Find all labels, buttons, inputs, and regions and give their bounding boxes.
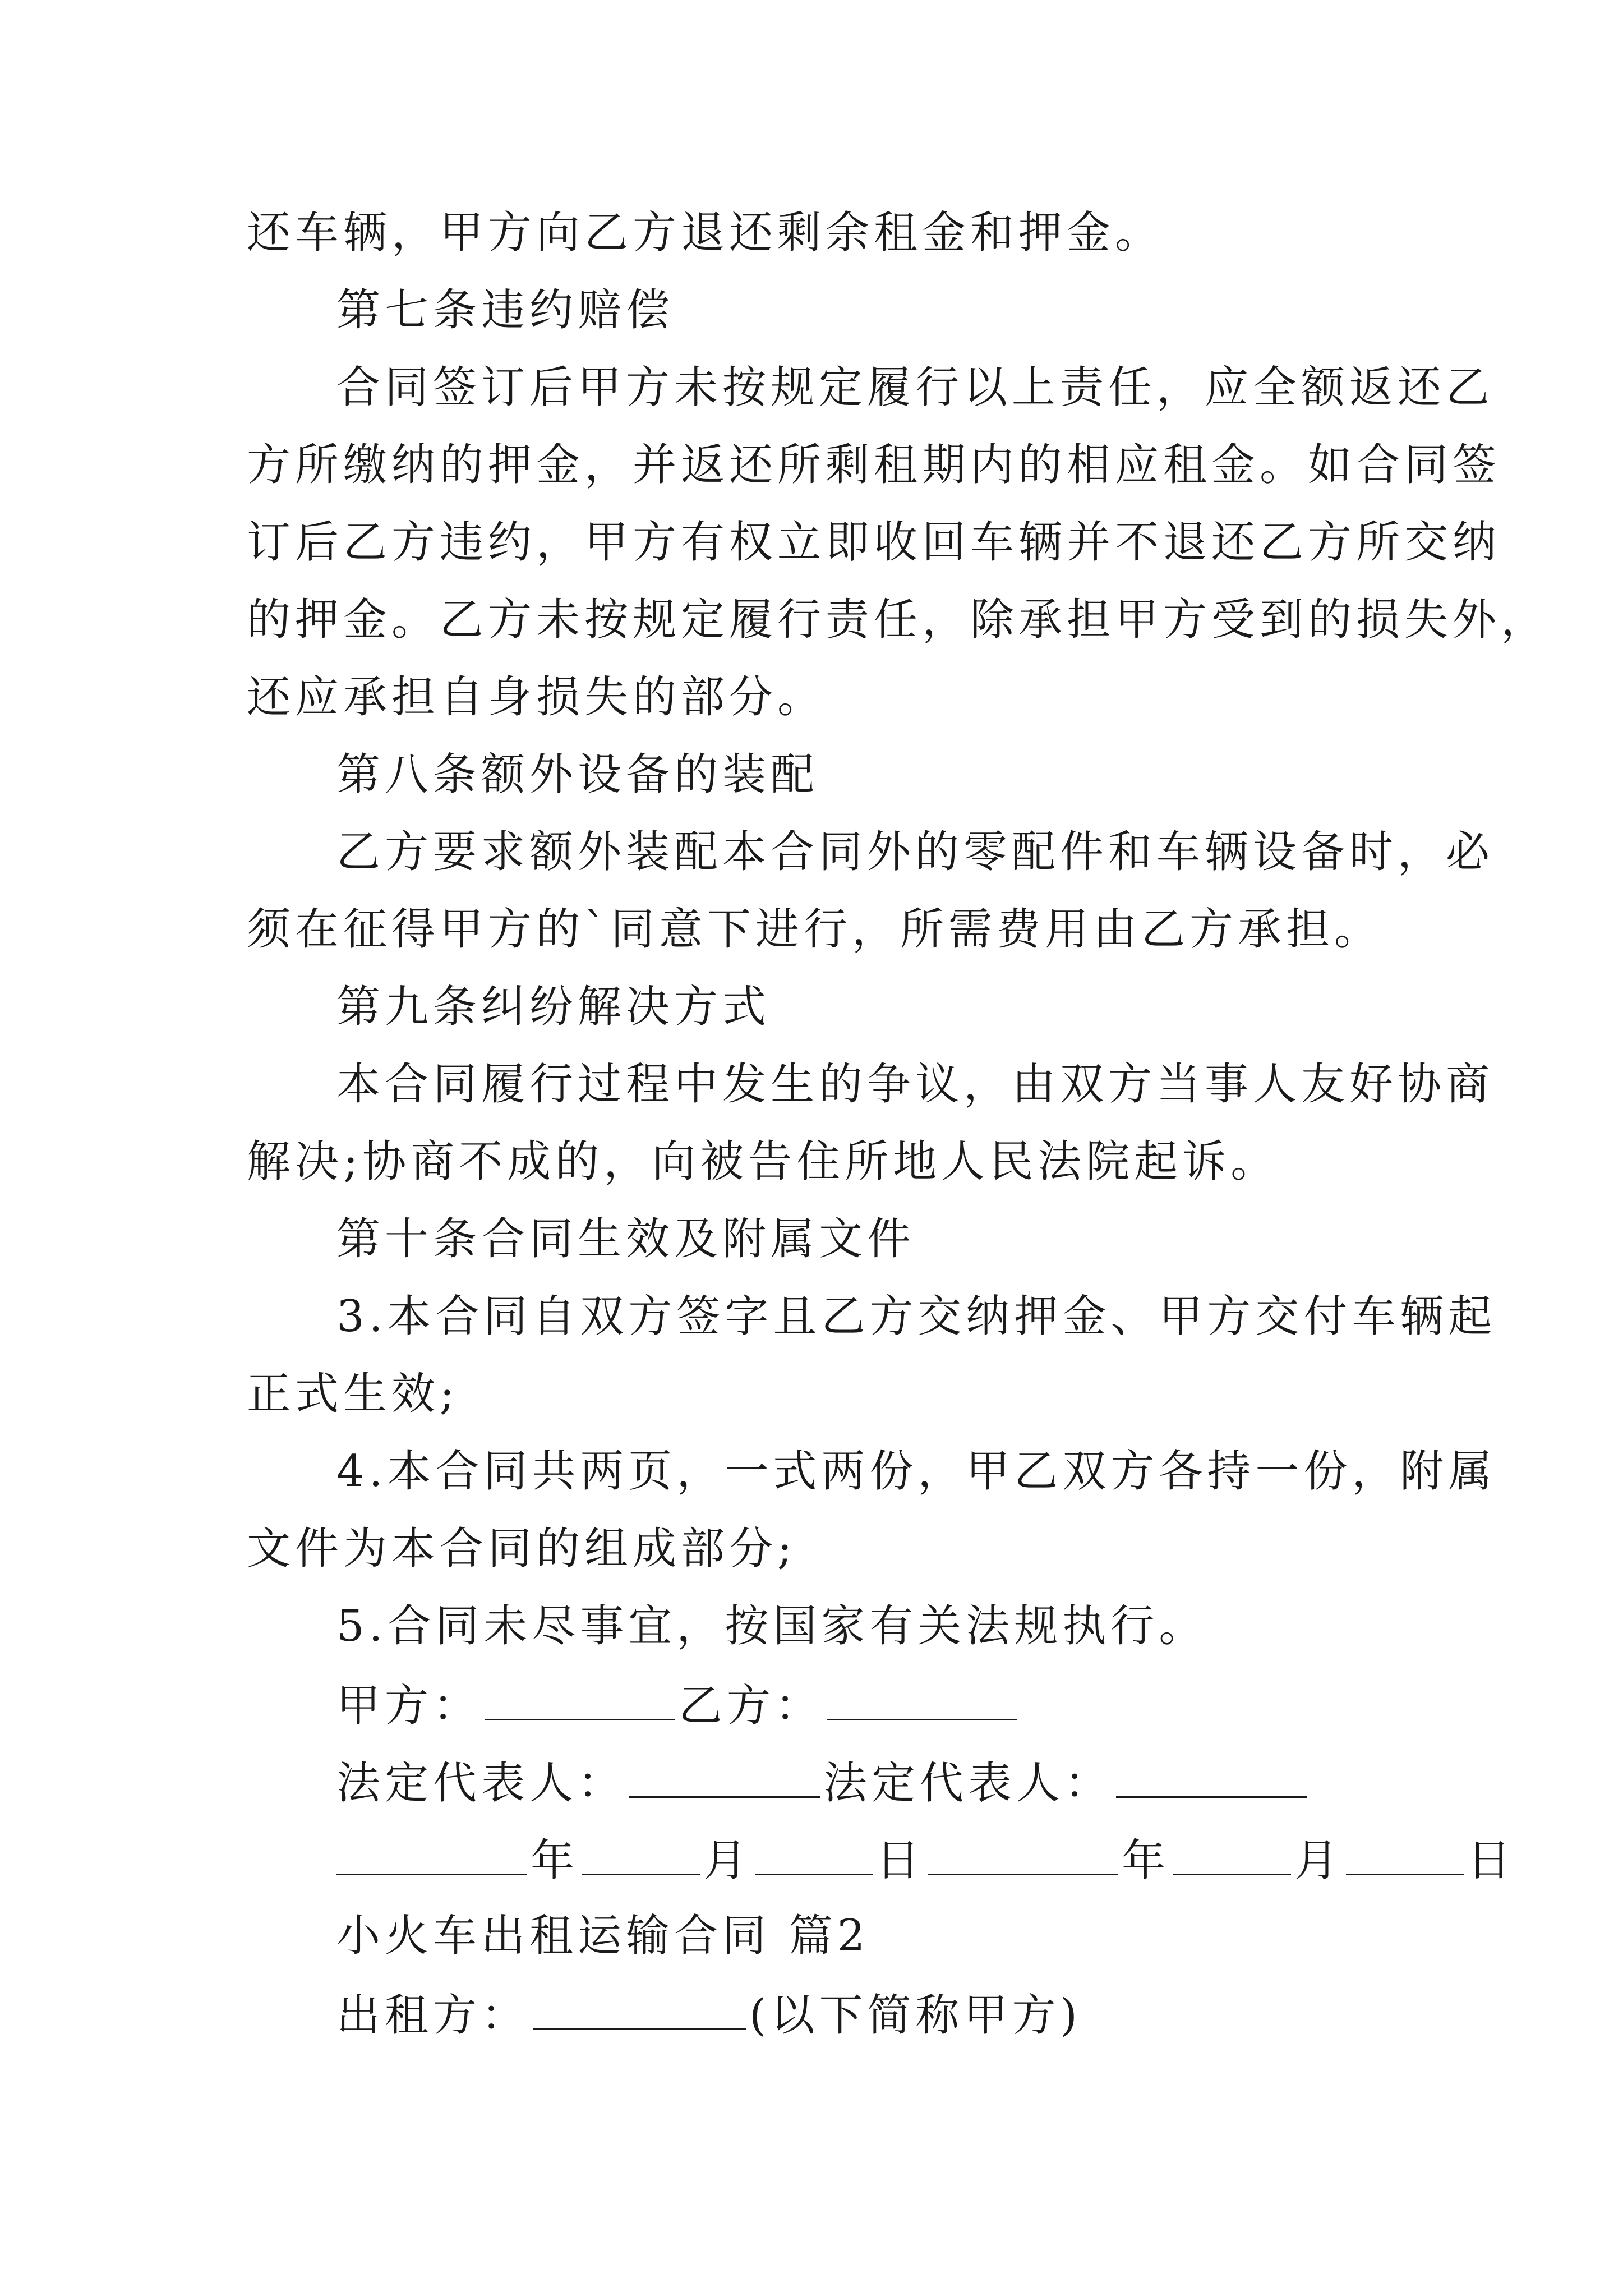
date-b-day-blank[interactable] (1346, 1833, 1464, 1875)
document-line: 本合同履行过程中发生的争议，由双方当事人友好协商 (336, 1059, 1495, 1110)
date-b-month-blank[interactable] (1173, 1833, 1291, 1875)
date-a-year-blank[interactable] (336, 1833, 527, 1875)
document-line: 第八条额外设备的装配 (336, 749, 819, 800)
lessor-line (247, 1988, 1391, 2039)
party-b-blank[interactable] (827, 1678, 1017, 1720)
document-line: 还应承担自身损失的部分。 (247, 672, 826, 723)
document-line: 文件为本合同的组成部分; (247, 1524, 797, 1574)
signature-party-line (247, 1678, 1391, 1729)
document-line: 方所缴纳的押金，并返还所剩租期内的相应租金。如合同签 (247, 440, 1501, 490)
date-a-year-label: 年 (531, 1835, 579, 1886)
date-a-month-label: 月 (703, 1835, 752, 1886)
date-a-day-blank[interactable] (755, 1833, 873, 1875)
signature-date-line (247, 1833, 1516, 1886)
section-title: 小火车出租运输合同 篇2 (336, 1911, 870, 1961)
document-line: 4.本合同共两页，一式两份，甲乙双方各持一份，附属 (336, 1446, 1497, 1497)
document-line: 第十条合同生效及附属文件 (336, 1214, 916, 1264)
document-line: 乙方要求额外装配本合同外的零配件和车辆设备时，必 (336, 827, 1495, 877)
rep-a-blank[interactable] (629, 1756, 820, 1798)
rep-a-label: 法定代表人： (336, 1758, 626, 1809)
document-line: 须在征得甲方的`同意下进行，所需费用由乙方承担。 (247, 904, 1383, 955)
date-b-year-blank[interactable] (928, 1833, 1118, 1875)
lessor-blank[interactable] (533, 1988, 746, 2030)
lessor-label: 出租方： (336, 1990, 530, 2041)
date-b-day-label: 日 (1467, 1835, 1516, 1886)
document-line: 还车辆，甲方向乙方退还剩余租金和押金。 (247, 208, 1164, 258)
document-line: 第七条违约赔偿 (336, 285, 675, 335)
document-body (247, 208, 1550, 1678)
signature-rep-line (247, 1756, 1391, 1809)
document-line: 的押金。乙方未按规定履行责任，除承担甲方受到的损失外， (247, 595, 1550, 645)
party-a-label: 甲方： (336, 1681, 482, 1731)
document-line: 合同签订后甲方未按规定履行以上责任，应全额返还乙 (336, 362, 1495, 413)
party-a-blank[interactable] (485, 1678, 675, 1720)
date-a-day-label: 日 (876, 1835, 925, 1886)
document-line: 3.本合同自双方签字且乙方交纳押金、甲方交付车辆起 (336, 1291, 1497, 1342)
document-line: 第九条纠纷解决方式 (336, 982, 771, 1032)
rep-b-blank[interactable] (1116, 1756, 1307, 1798)
document-line: 解决;协商不成的，向被告住所地人民法院起诉。 (247, 1137, 1279, 1187)
date-b-month-label: 月 (1294, 1835, 1343, 1886)
document-line: 正式生效; (247, 1369, 459, 1419)
date-b-year-label: 年 (1122, 1835, 1170, 1886)
document-page (247, 208, 1550, 2041)
date-a-month-blank[interactable] (582, 1833, 700, 1875)
document-line: 订后乙方违约，甲方有权立即收回车辆并不退还乙方所交纳 (247, 517, 1501, 568)
party-b-label: 乙方： (679, 1681, 824, 1731)
lessor-suffix: (以下简称甲方) (749, 1990, 1082, 2041)
document-line: 5.合同未尽事宜，按国家有关法规执行。 (336, 1601, 1207, 1651)
rep-b-label: 法定代表人： (823, 1758, 1113, 1809)
